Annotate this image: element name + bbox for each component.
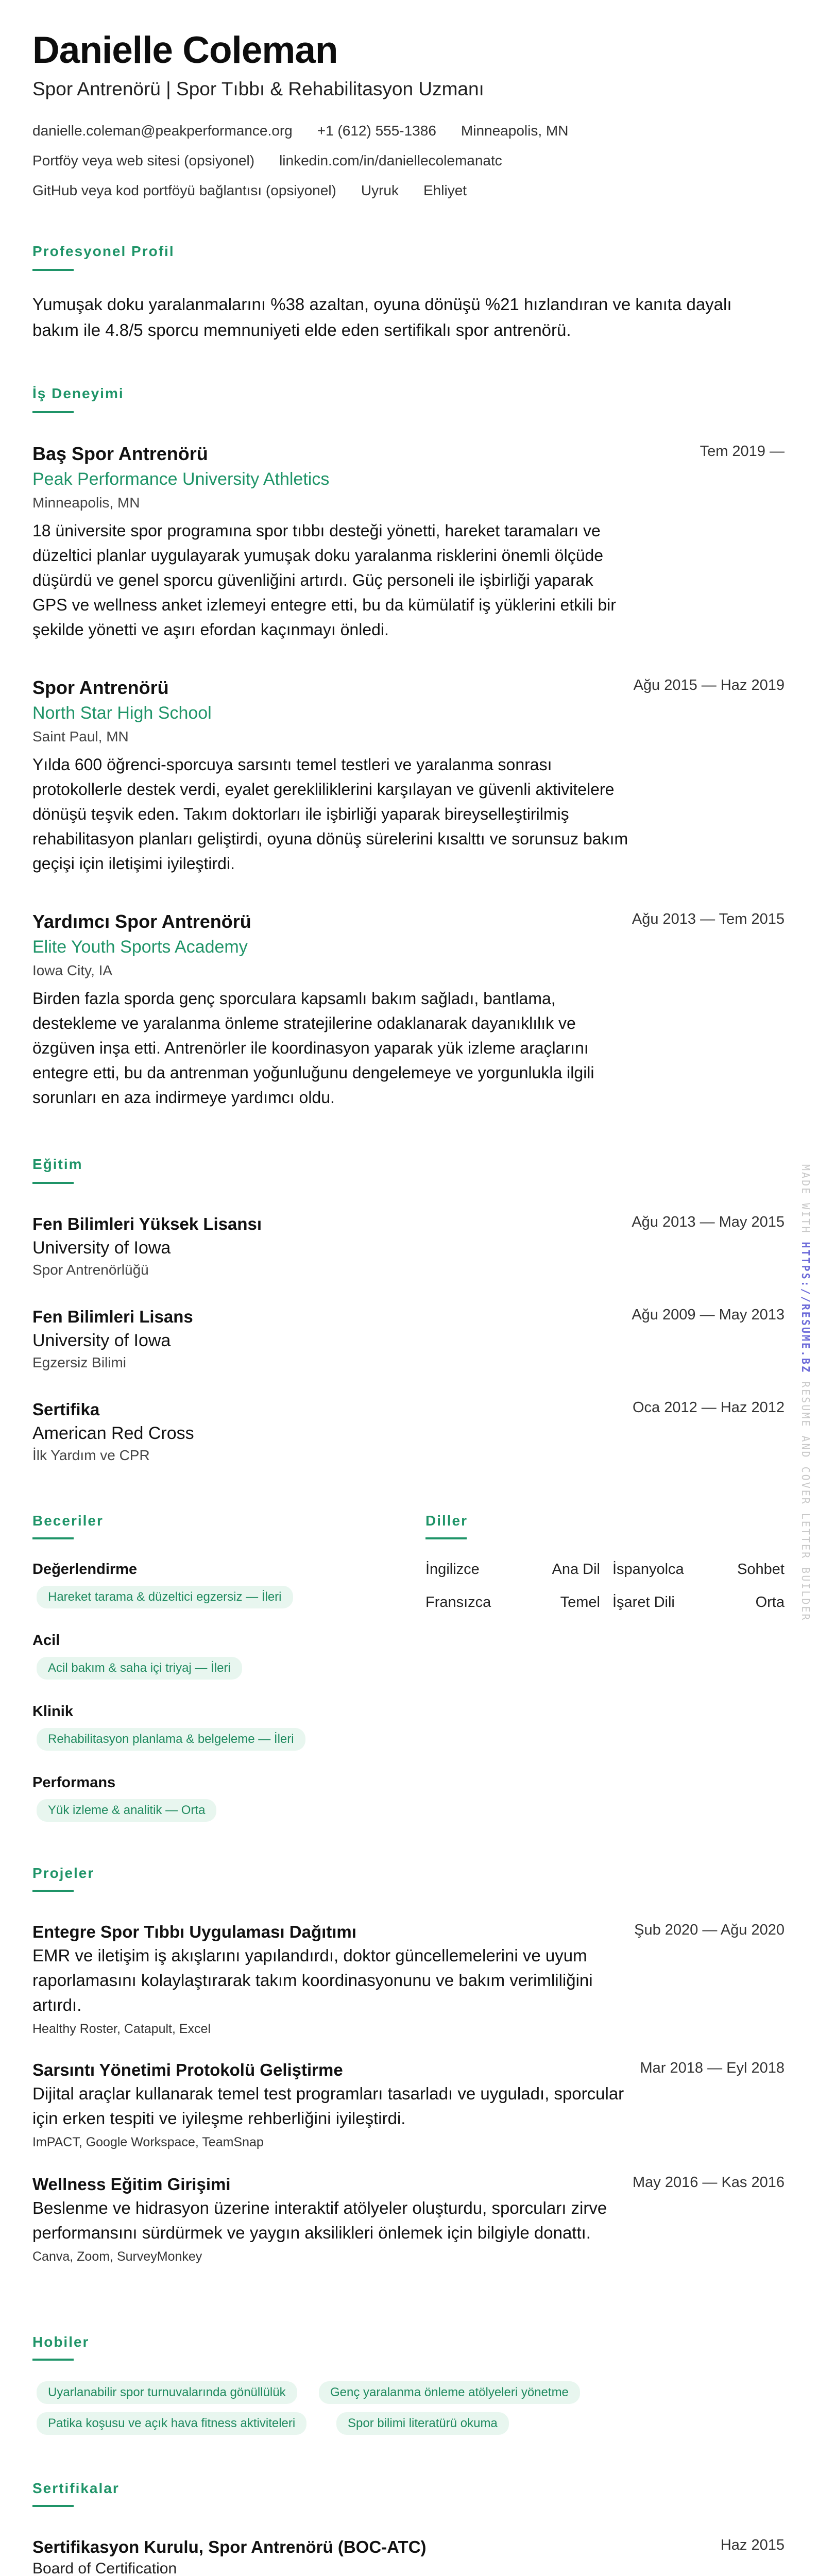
education-school: University of Iowa bbox=[32, 1331, 171, 1350]
education-item bbox=[32, 1398, 785, 1465]
skill-category: Değerlendirme bbox=[32, 1561, 138, 1578]
certifications-heading: Sertifikalar bbox=[32, 2480, 120, 2496]
license-text: Ehliyet bbox=[423, 182, 467, 198]
experience-rule bbox=[32, 411, 74, 413]
summary-heading: Profesyonel Profil bbox=[32, 243, 175, 259]
builder-watermark bbox=[799, 1164, 815, 1622]
education-school: American Red Cross bbox=[32, 1423, 194, 1443]
skill-chip: Hareket tarama & düzeltici egzersiz — İleri bbox=[37, 1586, 293, 1608]
education-degree: Fen Bilimleri Yüksek Lisansı bbox=[32, 1214, 262, 1233]
project-tech: ImPACT, Google Workspace, TeamSnap bbox=[32, 2135, 264, 2149]
languages-rule bbox=[425, 1537, 467, 1539]
language-level: Sohbet bbox=[737, 1561, 785, 1578]
summary-rule bbox=[32, 269, 74, 271]
role-company: Peak Performance University Athletics bbox=[32, 469, 330, 489]
education-field: Egzersiz Bilimi bbox=[32, 1354, 127, 1370]
education-dates: Oca 2012 — Haz 2012 bbox=[632, 1399, 785, 1416]
education-field: Spor Antrenörlüğü bbox=[32, 1262, 149, 1278]
education-school: University of Iowa bbox=[32, 1238, 171, 1258]
language-level: Ana Dil bbox=[552, 1561, 600, 1578]
project-dates: Mar 2018 — Eyl 2018 bbox=[640, 2060, 785, 2076]
certifications-rule bbox=[32, 2505, 74, 2507]
education-field: İlk Yardım ve CPR bbox=[32, 1447, 150, 1463]
role-description: Yılda 600 öğrenci-sporcuya sarsıntı temel testleri ve yaralanma sonrası protokollerle destek verdi, eyalet gerekliliklerini karşılayan ve güvenli aktivitelere dönüşü teşvik eden. Takım doktorları ile işbirliği yaparak bireyselleştirilmiş rehabilitasyon planları geliştirdi, oyuna dönüş sürelerini kısalttı ve sorunsuz bakım geçişi için iletişimi iyileştirdi. bbox=[32, 755, 628, 873]
role-dates: Ağu 2013 — Tem 2015 bbox=[632, 911, 785, 927]
project-description: Dijital araçlar kullanarak temel test programları tasarladı ve uyguladı, sporcular için erken tespiti ve iyileşme rehberliğini iyileştirdi. bbox=[32, 2084, 624, 2128]
summary-text: Yumuşak doku yaralanmalarını %38 azaltan, oyuna dönüşü %21 hızlandıran ve kanıta dayalı bakım ile 4.8/5 sporcu memnuniyeti elde eden sertifikalı spor antrenörü. bbox=[32, 295, 732, 340]
contact-row-2 bbox=[32, 152, 527, 169]
watermark-link[interactable]: HTTPS://RESUME.BZ bbox=[799, 1242, 812, 1374]
hobbies-rule bbox=[32, 2359, 74, 2361]
project-name: Sarsıntı Yönetimi Protokolü Geliştirme bbox=[32, 2060, 343, 2079]
candidate-headline: Spor Antrenörü | Spor Tıbbı & Rehabilitasyon Uzmanı bbox=[32, 78, 484, 99]
watermark-prefix: MADE WITH bbox=[799, 1164, 812, 1242]
certification-date: Haz 2015 bbox=[720, 2537, 785, 2553]
language-level: Orta bbox=[755, 1594, 785, 1611]
project-description: Beslenme ve hidrasyon üzerine interaktif atölyeler oluşturdu, sporcuları zirve performansını sürdürmek ve yaygın aksilikleri önlemek için bilgiyle donattı. bbox=[32, 2198, 607, 2242]
candidate-name: Danielle Coleman bbox=[32, 29, 338, 71]
education-dates: Ağu 2013 — May 2015 bbox=[632, 1214, 785, 1230]
certification-item bbox=[32, 2536, 785, 2576]
project-item bbox=[32, 1921, 785, 2039]
project-tech: Canva, Zoom, SurveyMonkey bbox=[32, 2249, 202, 2264]
hobbies-heading: Hobiler bbox=[32, 2334, 90, 2350]
project-name: Wellness Eğitim Girişimi bbox=[32, 2175, 231, 2194]
education-rule bbox=[32, 1182, 74, 1184]
hobby-chip: Patika koşusu ve açık hava fitness aktiviteleri bbox=[37, 2412, 306, 2435]
role-location: Iowa City, IA bbox=[32, 962, 113, 978]
location-text: Minneapolis, MN bbox=[461, 123, 569, 139]
role-dates: Tem 2019 — bbox=[700, 443, 785, 460]
linkedin-link[interactable]: linkedin.com/in/daniellecolemanatc bbox=[279, 152, 502, 168]
skills-rule bbox=[32, 1537, 74, 1539]
education-degree: Fen Bilimleri Lisans bbox=[32, 1307, 193, 1326]
role-description: 18 üniversite spor programına spor tıbbı desteği yönetti, hareket taramaları ve düzeltici planlar uygulayarak yumuşak doku yaralanma risklerini önemli ölçüde düşürdü ve genel sporcu güvenliğini artırdı. Güç personeli ile işbirliği yaparak GPS ve wellness anket izlemeyi entegre etti, bu da kümülatif iş yüklerini etkili bir şekilde yönetti ve aşırı efordan kaçınmayı önledi. bbox=[32, 521, 616, 639]
education-item bbox=[32, 1306, 785, 1372]
experience-item bbox=[32, 910, 785, 1110]
education-heading: Eğitim bbox=[32, 1156, 83, 1172]
experience-item bbox=[32, 676, 785, 876]
languages-heading: Diller bbox=[425, 1513, 468, 1529]
hobby-chip: Genç yaralanma önleme atölyeleri yönetme bbox=[319, 2381, 580, 2404]
experience-item bbox=[32, 442, 785, 642]
skill-category: Klinik bbox=[32, 1703, 73, 1720]
role-company: North Star High School bbox=[32, 703, 212, 723]
project-item bbox=[32, 2059, 785, 2153]
hobby-chip: Spor bilimi literatürü okuma bbox=[336, 2412, 509, 2435]
role-dates: Ağu 2015 — Haz 2019 bbox=[633, 677, 785, 693]
role-title: Baş Spor Antrenörü bbox=[32, 443, 208, 464]
role-company: Elite Youth Sports Academy bbox=[32, 937, 248, 957]
role-title: Spor Antrenörü bbox=[32, 677, 169, 698]
builder-watermark-text bbox=[799, 1164, 812, 1621]
hobby-chip: Uyarlanabilir spor turnuvalarında gönüllülük bbox=[37, 2381, 297, 2404]
skill-category: Acil bbox=[32, 1632, 60, 1649]
education-degree: Sertifika bbox=[32, 1400, 100, 1419]
skills-heading: Beceriler bbox=[32, 1513, 104, 1529]
nationality-text: Uyruk bbox=[361, 182, 399, 198]
project-tech: Healthy Roster, Catapult, Excel bbox=[32, 2022, 211, 2036]
role-location: Minneapolis, MN bbox=[32, 495, 140, 511]
project-dates: Şub 2020 — Ağu 2020 bbox=[634, 1922, 785, 1938]
language-name: İngilizce bbox=[425, 1561, 480, 1578]
contact-row-1 bbox=[32, 123, 593, 139]
certification-issuer: Board of Certification bbox=[32, 2560, 177, 2576]
project-description: EMR ve iletişim iş akışlarını yapılandırdı, doktor güncellemelerini ve uyum raporlamasını kolaylaştırarak takım koordinasyonunu ve bakım verimliliğini artırdı. bbox=[32, 1946, 593, 2014]
certification-name: Sertifikasyon Kurulu, Spor Antrenörü (BOC-ATC) bbox=[32, 2537, 427, 2556]
phone-text: +1 (612) 555-1386 bbox=[317, 123, 436, 139]
language-name: İşaret Dili bbox=[612, 1594, 675, 1611]
language-name: Fransızca bbox=[425, 1594, 491, 1611]
portfolio-link[interactable]: Portföy veya web sitesi (opsiyonel) bbox=[32, 152, 255, 168]
project-name: Entegre Spor Tıbbı Uygulaması Dağıtımı bbox=[32, 1922, 356, 1941]
experience-heading: İş Deneyimi bbox=[32, 385, 124, 401]
language-level: Temel bbox=[560, 1594, 600, 1611]
project-dates: May 2016 — Kas 2016 bbox=[632, 2174, 785, 2191]
projects-rule bbox=[32, 1890, 74, 1892]
skill-category: Performans bbox=[32, 1774, 116, 1791]
skill-chip: Yük izleme & analitik — Orta bbox=[37, 1799, 216, 1822]
github-link[interactable]: GitHub veya kod portföyü bağlantısı (opsiyonel) bbox=[32, 182, 336, 198]
skill-chip: Acil bakım & saha içi triyaj — İleri bbox=[37, 1657, 242, 1680]
watermark-suffix: RESUME AND COVER LETTER BUILDER bbox=[799, 1374, 812, 1622]
role-description: Birden fazla sporda genç sporculara kapsamlı bakım sağladı, bantlama, destekleme ve yaralanma önleme stratejilerine odaklanarak dayanıklılık ve özgüven inşa etti. Antrenörler ile koordinasyon yaparak yük izleme araçlarını entegre etti, bu da antrenman yoğunluğunu dengelemeye ve yorgunlukla ilgili sorunları en aza indirmeye yardımcı oldu. bbox=[32, 989, 594, 1107]
education-dates: Ağu 2009 — May 2013 bbox=[632, 1307, 785, 1323]
language-name: İspanyolca bbox=[612, 1561, 684, 1578]
role-title: Yardımcı Spor Antrenörü bbox=[32, 911, 251, 932]
projects-heading: Projeler bbox=[32, 1865, 95, 1881]
role-location: Saint Paul, MN bbox=[32, 728, 129, 744]
email-link[interactable]: danielle.coleman@peakperformance.org bbox=[32, 123, 293, 139]
project-item bbox=[32, 2173, 785, 2267]
skill-chip: Rehabilitasyon planlama & belgeleme — İleri bbox=[37, 1728, 305, 1751]
education-item bbox=[32, 1213, 785, 1280]
contact-row-3 bbox=[32, 182, 491, 199]
